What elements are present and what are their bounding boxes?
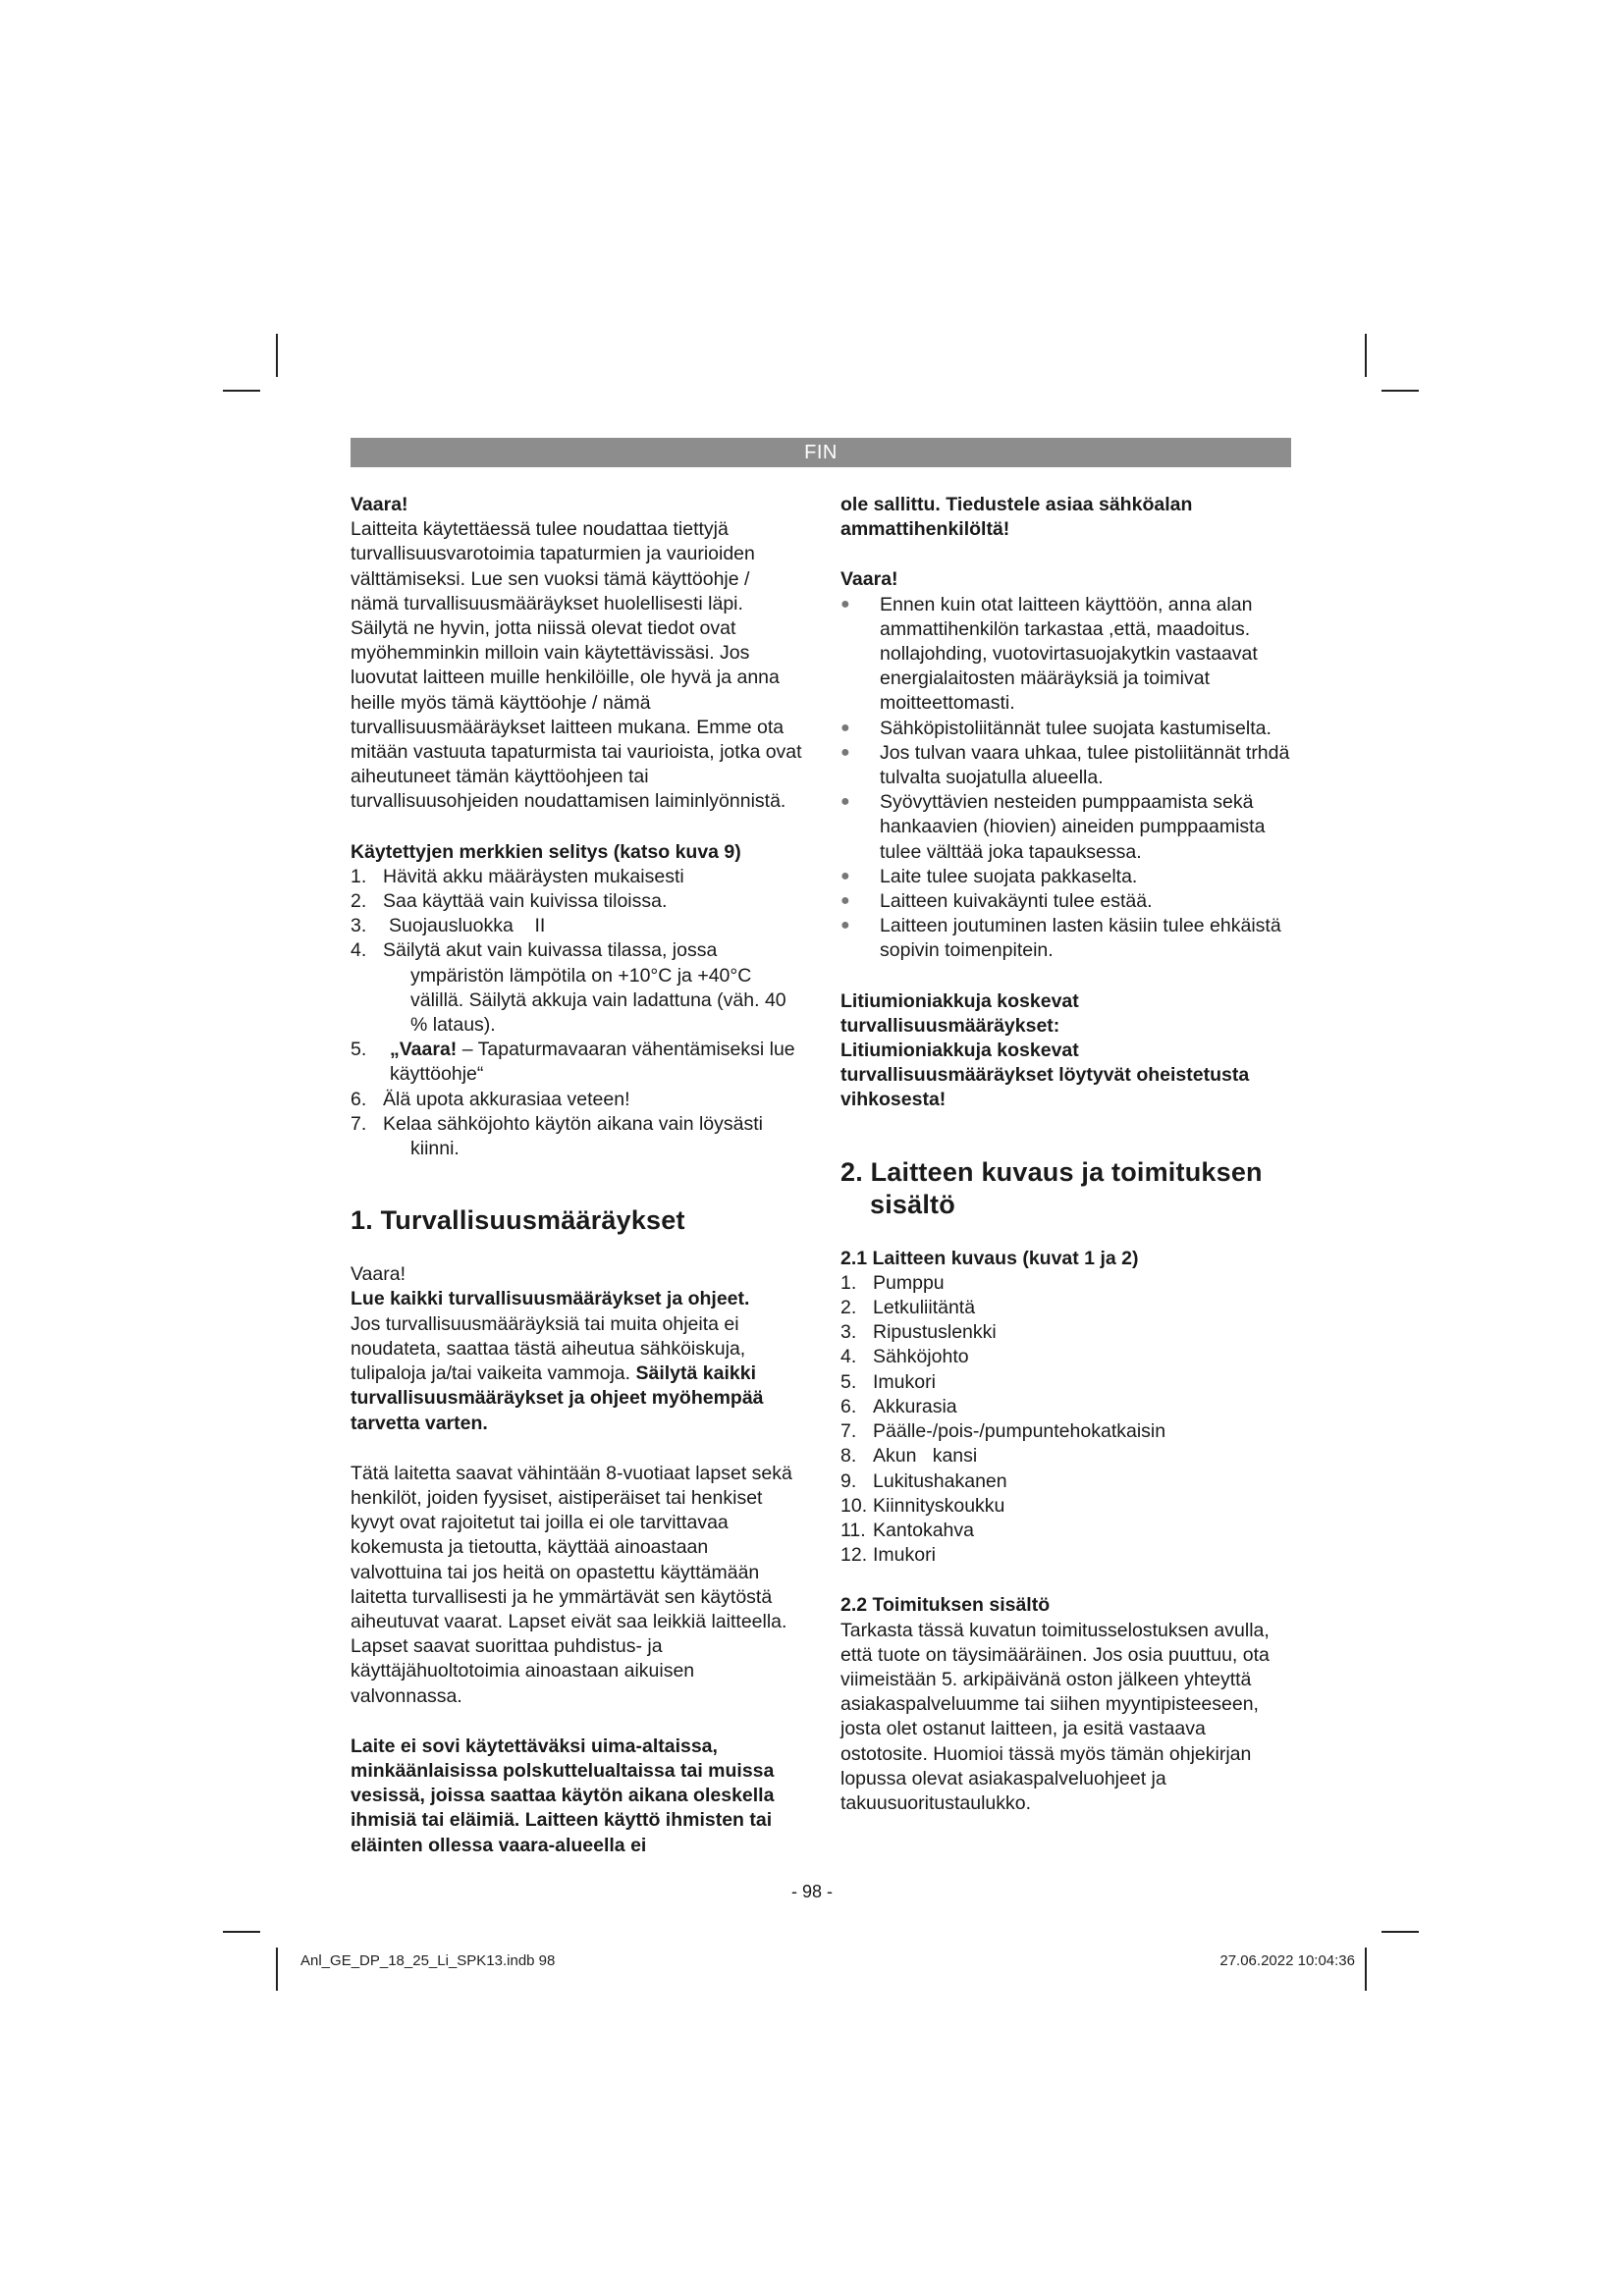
crop-mark [223,1931,260,1933]
warning-text: Jos turvallisuusmääräyksiä tai muita ohjeita ei noudateta, saattaa tästä aiheutua sähköiskuja, tulipaloja ja/tai vaikeita vammoja. Säilytä kaikki turvallisuusmääräykset ja ohjeet myöhempää tarvetta varten. [351,1312,764,1434]
crop-mark [276,1948,278,1991]
list-item: 3. Suojausluokka II [351,915,546,937]
section-heading-safety: 1. Turvallisuusmääräykset [351,1205,685,1236]
bullet-icon: ● [840,719,850,736]
section-heading-description-cont: sisältö [870,1189,955,1219]
list-item: ● Laitteen joutuminen lasten käsiin tulee ehkäistä sopivin toimenpitein. [840,914,1292,963]
crop-mark [223,390,260,392]
crop-mark [1381,390,1419,392]
parts-list [840,1271,1292,1568]
warning-bullet-list [840,593,1292,964]
crop-mark [276,334,278,377]
list-item: 5. „Vaara! – Tapaturmavaaran vähentämiseksi lue käyttöohje“ [351,1039,795,1086]
list-item: 6. Älä upota akkurasiaa veteen! [351,1088,630,1110]
symbols-list [351,865,802,1161]
list-item: ● Laite tulee suojata pakkaselta. [840,865,1292,889]
footer-filename: Anl_GE_DP_18_25_Li_SPK13.indb 98 [300,1952,556,1969]
bullet-icon: ● [840,867,850,884]
list-item: ● Syövyttävien nesteiden pumppaamista sekä hankaavien (hiovien) aineiden pumppaamista tulee välttää joka tapauksessa. [840,790,1292,865]
section-heading-description: 2. Laitteen kuvaus ja toimituksen [840,1156,1263,1187]
list-item: 1. Pumppu [840,1271,945,1294]
bullet-icon: ● [840,743,850,761]
list-item: 11. Kantokahva [840,1519,974,1541]
list-item: 12. Imukori [840,1544,936,1567]
warning-title: Vaara! [840,568,898,591]
subsection-heading: 2.2 Toimituksen sisältö [840,1594,1051,1617]
list-item: 1. Hävitä akku määräysten mukaisesti [351,865,684,887]
crop-mark [1365,1948,1367,1991]
pool-warning-continued: ole sallittu. Tiedustele asiaa sähköalan ammattihenkilöltä! [840,494,1193,541]
lithium-heading: Litiumioniakkuja koskevat turvallisuusmääräykset: [840,989,1079,1037]
list-item: 7. Kelaa sähköjohto käytön aikana vain löysästi kiinni. [351,1112,763,1160]
children-safety-text: Tätä laitetta saavat vähintään 8-vuotiaat lapset sekä henkilöt, joiden fyysiset, aistiperäiset tai henkiset kyvyt ovat rajoitetut tai joilla ei ole tarvittavaa kokemusta ja tietoutta, käyttää ainoastaan valvottuina tai jos heitä on opastettu käyttämään laitetta turvallisesti ja he ymmärtävät sen käytöstä aiheutuvat vaarat. Lapset eivät saa leikkiä laitteella. Lapset saavat suorittaa puhdistus- ja käyttäjähuoltotoimia ainoastaan aikuisen valvonnassa. [351,1462,792,1707]
list-item: 10. Kiinnityskoukku [840,1494,1005,1517]
warning-bold-text: Lue kaikki turvallisuusmääräykset ja ohjeet. [351,1288,750,1310]
subsection-heading: 2.1 Laitteen kuvaus (kuvat 1 ja 2) [840,1247,1139,1269]
delivery-text: Tarkasta tässä kuvatun toimitusselostuksen avulla, että tuote on täysimääräinen. Jos osia puuttuu, ota viimeistään 5. arkipäivänä oston jälkeen yhteyttä asiakaspalveluumme tai siihen myyntipisteeseen, josta olet ostanut laitteen, ja esitä vastaava ostotosite. Huomioi tässä myös tämän ohjekirjan lopussa olevat asiakaspalveluohjeet ja takuusuoritustaulukko. [840,1619,1270,1814]
lithium-text: Litiumioniakkuja koskevat turvallisuusmääräykset löytyvät oheistetusta vihkosesta! [840,1040,1250,1111]
list-item: 7. Päälle-/pois-/pumpuntehokatkaisin [840,1420,1166,1443]
symbols-heading: Käytettyjen merkkien selitys (katso kuva 9) [351,840,741,863]
warning-title: Vaara! [351,494,408,515]
list-item: 2. Saa käyttää vain kuivissa tiloissa. [351,890,668,913]
list-item: ● Ennen kuin otat laitteen käyttöön, anna alan ammattihenkilön tarkastaa ,että, maadoitus. nollajohding, vuotovirtasuojakytkin vastaavat energialaitosten määräyksiä ja toimivat moitteettomasti. [840,593,1292,717]
bullet-icon: ● [840,595,850,613]
crop-mark [1381,1931,1419,1933]
list-item: ● Jos tulvan vaara uhkaa, tulee pistoliitännät trhdä tulvalta suojatulla alueella. [840,741,1292,790]
bullet-icon: ● [840,917,850,934]
list-item: 4. Säilytä akut vain kuivassa tilassa, jossa ympäristön lämpötila on +10°C ja +40°C välillä. Säilytä akkuja vain ladattuna (väh. 40 % lataus). [351,939,786,1037]
page-number: - 98 - [790,1882,833,1901]
right-column [840,493,1292,1816]
list-item: 9. Lukitushakanen [840,1469,1007,1492]
list-item: 5. Imukori [840,1370,936,1393]
crop-mark [1365,334,1367,377]
list-item: 8. Akun kansi [840,1445,978,1468]
list-item: ● Laitteen kuivakäynti tulee estää. [840,889,1292,914]
footer-datetime: 27.06.2022 10:04:36 [1219,1952,1355,1969]
pool-warning-text: Laite ei sovi käytettäväksi uima-altaissa, minkäänlaisissa polskuttelualtaissa tai muissa vesissä, joissa saattaa käytön aikana oleskella ihmisiä tai eläimiä. Laitteen käyttö ihmisten tai eläinten ollessa vaara-alueella ei [351,1735,775,1856]
warning-text: Laitteita käytettäessä tulee noudattaa tiettyjä turvallisuusvarotoimia tapaturmien ja vaurioiden välttämiseksi. Lue sen vuoksi tämä käyttöohje / nämä turvallisuusmääräykset huolellisesti läpi. Säilytä ne hyvin, jotta niissä olevat tiedot ovat myöhemminkin milloin vain käytettävissäsi. Jos luovutat laitteen muille henkilöille, ole hyvä ja anna heille myös tämä käyttöohje / nämä turvallisuusmääräykset laitteen mukana. Emme ota mitään vastuuta tapaturmista tai vaurioista, jotka ovat aiheutuneet tämän käyttöohjeen tai turvallisuusohjeiden noudattamisen laiminlyönnistä. [351,518,802,813]
list-item: 4. Sähköjohto [840,1346,969,1368]
warning-title: Vaara! [351,1263,406,1286]
bullet-icon: ● [840,892,850,910]
left-column [351,493,802,1858]
list-item: 3. Ripustuslenkki [840,1321,997,1344]
list-item: ● Sähköpistoliitännät tulee suojata kastumiselta. [840,717,1292,741]
list-item: 6. Akkurasia [840,1395,957,1417]
list-item: 2. Letkuliitäntä [840,1297,976,1319]
language-header-bar: FIN [351,438,1291,467]
bullet-icon: ● [840,793,850,811]
